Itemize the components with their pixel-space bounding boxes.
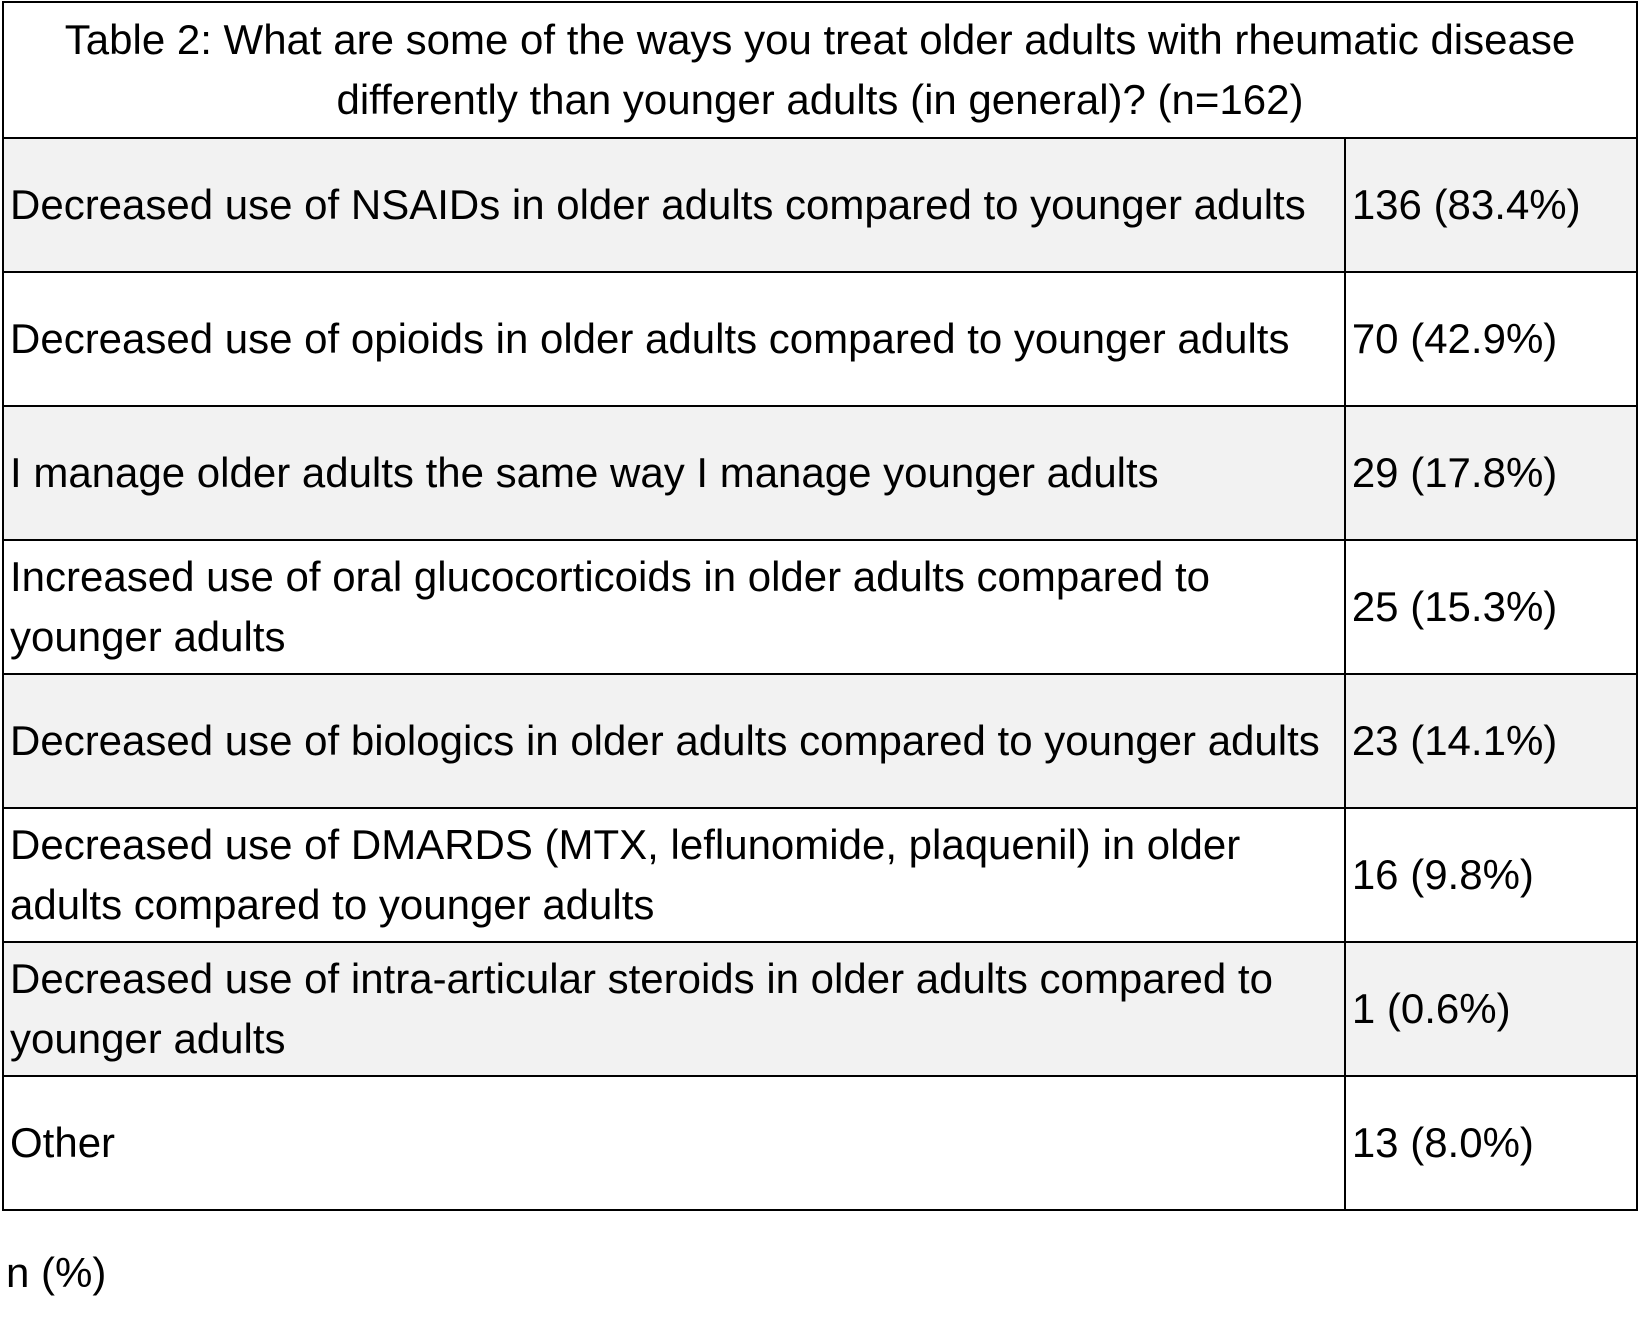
row-value: 23 (14.1%) [1345, 674, 1637, 808]
table-caption-row [3, 2, 1637, 138]
row-label: Decreased use of opioids in older adults compared to younger adults [3, 272, 1345, 406]
table-row [3, 1076, 1637, 1210]
row-value: 29 (17.8%) [1345, 406, 1637, 540]
table-row [3, 138, 1637, 272]
row-label: Increased use of oral glucocorticoids in older adults compared to younger adults [3, 540, 1345, 674]
table-row [3, 674, 1637, 808]
table-row [3, 540, 1637, 674]
row-value: 136 (83.4%) [1345, 138, 1637, 272]
row-value: 1 (0.6%) [1345, 942, 1637, 1076]
table-footnote: n (%) [6, 1249, 107, 1296]
row-label: Decreased use of intra-articular steroids in older adults compared to younger adults [3, 942, 1345, 1076]
survey-table [2, 1, 1638, 1211]
row-label: Decreased use of DMARDS (MTX, leflunomide, plaquenil) in older adults compared to younger adults [3, 808, 1345, 942]
survey-table-container [2, 1, 1638, 1211]
row-value: 70 (42.9%) [1345, 272, 1637, 406]
row-value: 16 (9.8%) [1345, 808, 1637, 942]
table-row [3, 406, 1637, 540]
table-row [3, 942, 1637, 1076]
row-label: Other [3, 1076, 1345, 1210]
row-value: 13 (8.0%) [1345, 1076, 1637, 1210]
table-caption: Table 2: What are some of the ways you treat older adults with rheumatic disease differently than younger adults (in general)? (n=162) [3, 2, 1637, 138]
row-label: Decreased use of biologics in older adults compared to younger adults [3, 674, 1345, 808]
row-label: I manage older adults the same way I manage younger adults [3, 406, 1345, 540]
row-label: Decreased use of NSAIDs in older adults compared to younger adults [3, 138, 1345, 272]
table-row [3, 808, 1637, 942]
table-row [3, 272, 1637, 406]
row-value: 25 (15.3%) [1345, 540, 1637, 674]
